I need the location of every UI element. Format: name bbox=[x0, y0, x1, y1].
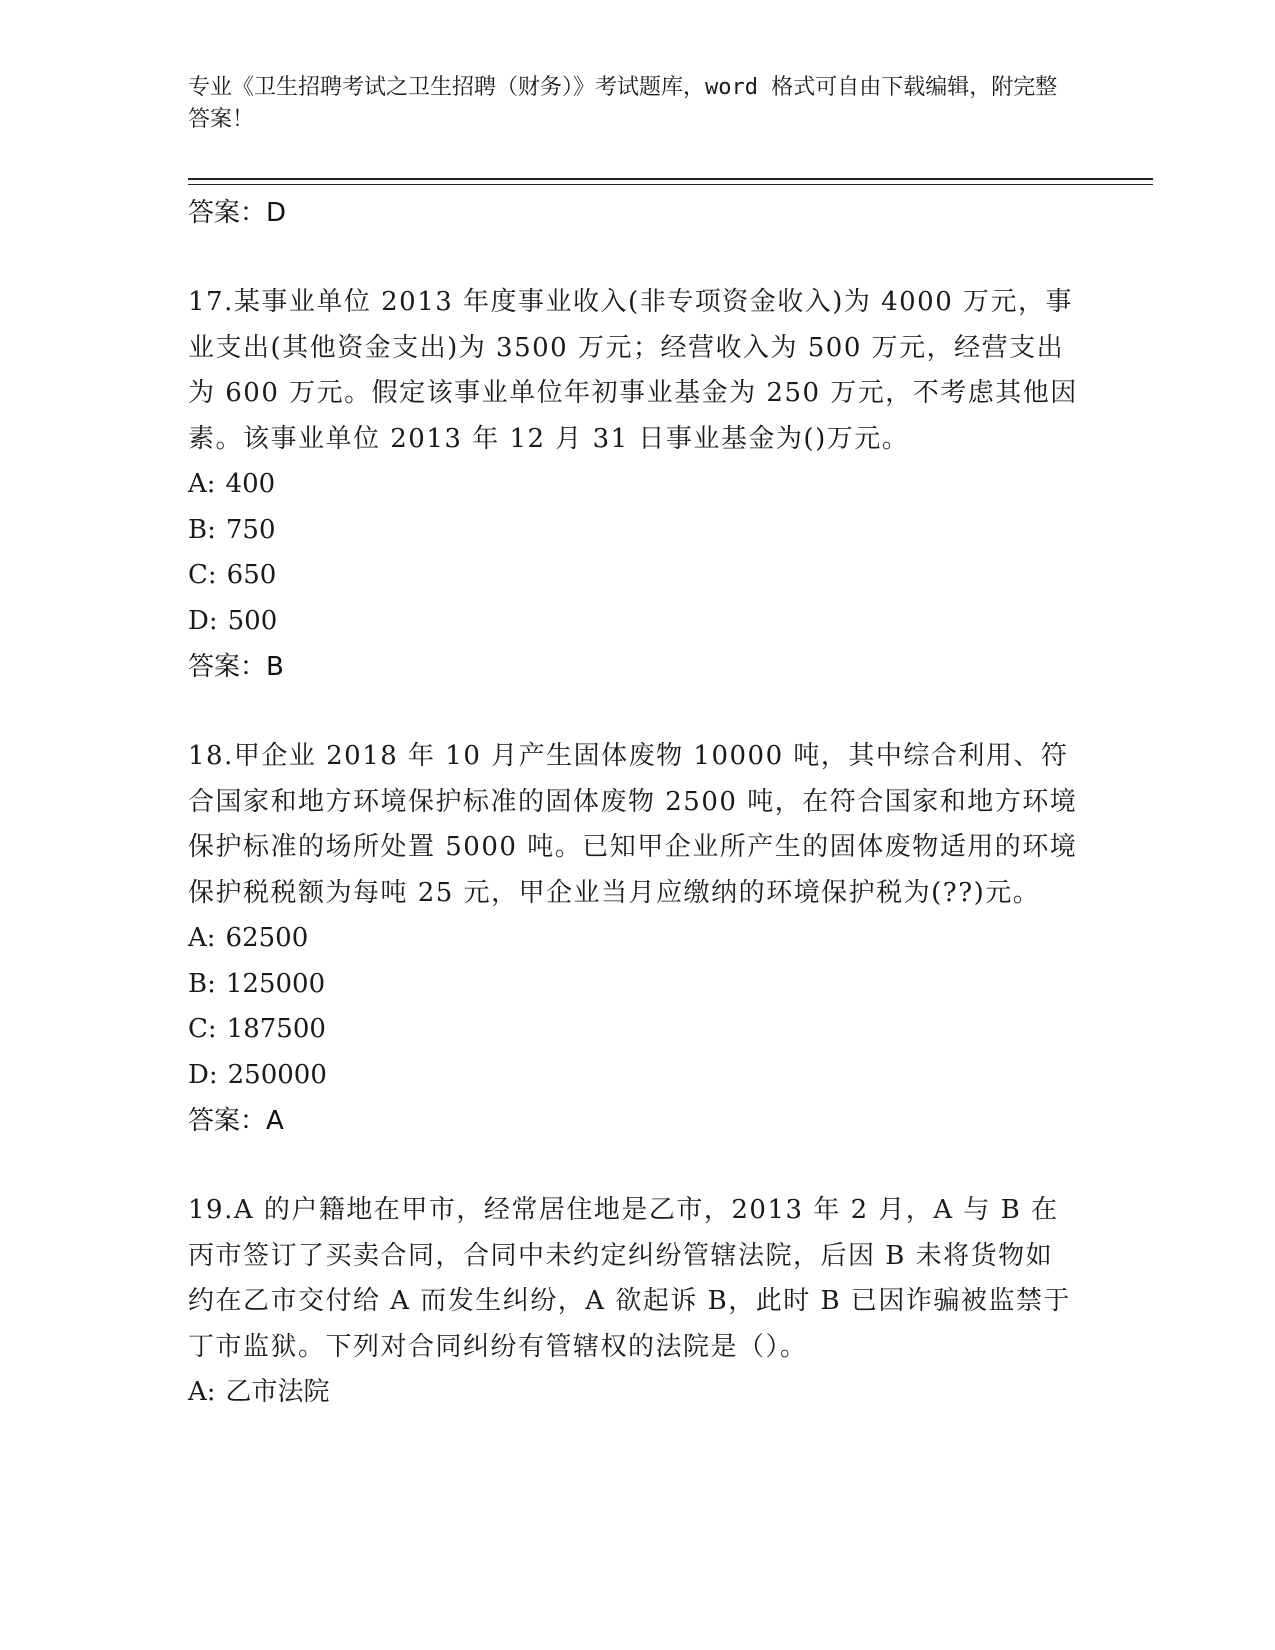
option-c bbox=[188, 1007, 1078, 1053]
answer-line: 答案：D bbox=[188, 198, 287, 228]
option-label: B: bbox=[188, 968, 216, 999]
question-text: 18.甲企业 2018 年 10 月产生固体废物 10000 吨，其中综合利用、符合国家和地方环境保护标准的固体废物 2500 吨，在符合国家和地方环境保护标准的场所处置 5000 吨。已知甲企业所产生的固体废物适用的环境保护税税额为每吨 25 元，甲企业当月应缴纳的环境保护税为(??)元。 bbox=[188, 741, 1078, 908]
document-body bbox=[188, 190, 1078, 1416]
option-a bbox=[188, 1370, 1078, 1416]
answer-line: 答案：A bbox=[188, 1106, 284, 1136]
document-header bbox=[188, 72, 1068, 136]
option-label: C: bbox=[188, 560, 217, 590]
answer-line: 答案：B bbox=[188, 652, 284, 682]
question-text: 17.某事业单位 2013 年度事业收入(非专项资金收入)为 4000 万元，事业支出(其他资金支出)为 3500 万元；经营收入为 500 万元，经营支出为 600 万元。假定该事业单位年初事业基金为 250 万元，不考虑其他因素。该事业单位 2013 年 12 月 31 日事业基金为()万元。 bbox=[188, 287, 1078, 454]
header-text: 专业《卫生招聘考试之卫生招聘（财务）》考试题库，word 格式可自由下载编辑，附完整答案！ bbox=[188, 75, 1058, 132]
option-text: 125000 bbox=[225, 968, 326, 999]
option-text: 250000 bbox=[227, 1059, 327, 1090]
header-divider-thin bbox=[188, 184, 1153, 185]
option-label: A: bbox=[188, 469, 216, 499]
option-label: D: bbox=[188, 605, 218, 636]
option-a bbox=[188, 462, 1078, 508]
option-text: 500 bbox=[227, 605, 278, 636]
question-text: 19.A 的户籍地在甲市，经常居住地是乙市，2013 年 2 月，A 与 B 在丙市签订了买卖合同，合同中未约定纠纷管辖法院，后因 B 未将货物如约在乙市交付给 A 而发生纠纷，A 欲起诉 B，此时 B 已因诈骗被监禁于丁市监狱。下列对合同纠纷有管辖权的法院是（）。 bbox=[188, 1195, 1071, 1362]
question-18 bbox=[188, 734, 1078, 1144]
option-label: A: bbox=[188, 923, 216, 953]
option-text: 750 bbox=[225, 514, 276, 545]
header-divider-thick bbox=[188, 178, 1153, 180]
option-label: C: bbox=[188, 1014, 217, 1044]
option-d bbox=[188, 1053, 1078, 1099]
option-b bbox=[188, 962, 1078, 1008]
option-b bbox=[188, 508, 1078, 554]
option-text: 400 bbox=[225, 469, 276, 499]
option-text: 乙市法院 bbox=[225, 1377, 330, 1407]
option-text: 62500 bbox=[225, 923, 309, 953]
question-17 bbox=[188, 280, 1078, 690]
option-label: A: bbox=[188, 1377, 216, 1407]
option-d bbox=[188, 599, 1078, 645]
option-text: 187500 bbox=[226, 1014, 326, 1044]
option-label: D: bbox=[188, 1059, 218, 1090]
option-text: 650 bbox=[226, 560, 277, 590]
question-19 bbox=[188, 1188, 1078, 1416]
option-a bbox=[188, 916, 1078, 962]
option-c bbox=[188, 553, 1078, 599]
option-label: B: bbox=[188, 514, 216, 545]
